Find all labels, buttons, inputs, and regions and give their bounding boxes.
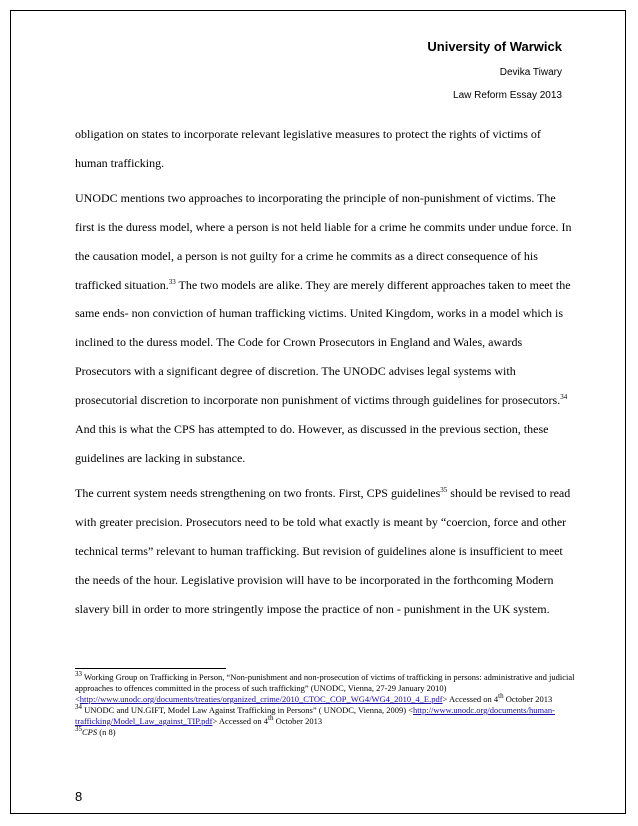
footnote-accessed: > Accessed on 4	[212, 716, 269, 726]
paragraph-2-part-c: And this is what the CPS has attempted to do. However, as discussed in the previous section, these guidelines are lacking in substance.	[75, 422, 549, 465]
footnote-35	[75, 727, 575, 738]
header-author: Devika Tiwary	[499, 67, 562, 78]
essay-body	[75, 120, 575, 623]
footnote-ref-34[interactable]: 34	[560, 393, 568, 402]
footnote-33	[75, 672, 575, 705]
footnotes	[75, 672, 575, 738]
paragraph-1: obligation on states to incorporate relevant legislative measures to protect the rights of victims of human trafficking.	[75, 127, 541, 170]
page-number: 8	[75, 789, 83, 804]
footnote-ref-35[interactable]: 35	[440, 485, 448, 494]
paragraph-3-part-a: The current system needs strengthening on two fronts. First, CPS guidelines	[75, 485, 441, 500]
footnote-text: Working Group on Trafficking in Person, “Non-punishment and non-prosecution of victims of trafficking in persons: administrative and judicial approaches to offences committed in the process of such trafficking” (UNODC, Vienna, 27-29 January 2010) <	[75, 672, 575, 704]
footnote-cite: CPS	[82, 727, 98, 737]
footnote-ref-33[interactable]: 33	[168, 277, 176, 286]
footnote-accessed: > Accessed on 4	[442, 694, 499, 704]
paragraph-2-part-b: The two models are alike. They are merely different approaches taken to meet the same ends- non conviction of human trafficking victims. United Kingdom, works in a model which is inclined to the duress model. The Code for Crown Prosecutors in England and Wales, awards Prosecutors with a significant degree of discretion. The UNODC advises legal systems with prosecutorial discretion to incorporate non punishment of victims through guidelines for prosecutors.	[75, 277, 571, 408]
paragraph-3	[75, 479, 575, 624]
footnote-date: October 2013	[273, 716, 323, 726]
footnote-text: (n 8)	[97, 727, 116, 737]
footnote-separator	[75, 668, 226, 669]
ordinal-suffix: th	[498, 692, 504, 701]
footnote-number: 35	[75, 725, 82, 734]
paragraph-2	[75, 184, 575, 473]
footnote-number: 33	[75, 670, 82, 679]
footnote-text: UNODC and UN.GIFT, Model Law Against Trafficking in Persons” ( UNODC, Vienna, 2009) <	[82, 705, 414, 715]
ordinal-suffix: th	[268, 714, 274, 723]
paragraph-2-part-a: UNODC mentions two approaches to incorporating the principle of non-punishment of victims. The first is the duress model, where a person is not held liable for a crime he commits under undue force. In the causation model, a person is not guilty for a crime he commits as a direct consequence of his trafficked situation.	[75, 190, 572, 292]
header-institution: University of Warwick	[427, 39, 562, 54]
footnote-date: October 2013	[503, 694, 553, 704]
paragraph-3-part-b: should be revised to read with greater precision. Prosecutors need to be told what exactly is meant by “coercion, force and other technical terms” relevant to human trafficking. But revision of guidelines alone is insufficient to meet the needs of the hour. Legislative provision will have to be incorporated in the forthcoming Modern slavery bill in order to more stringently impose the practice of non - punishment in the UK system.	[75, 485, 571, 616]
footnote-link[interactable]: http://www.unodc.org/documents/human-trafficking/Model_Law_against_TIP.pdf	[75, 705, 555, 726]
footnote-number: 34	[75, 703, 82, 712]
header-course: Law Reform Essay 2013	[453, 90, 562, 101]
footnote-34	[75, 705, 575, 727]
footnote-link[interactable]: http://www.unodc.org/documents/treaties/organized_crime/2010_CTOC_COP_WG4/WG4_2010_4_E.pdf	[79, 694, 443, 704]
